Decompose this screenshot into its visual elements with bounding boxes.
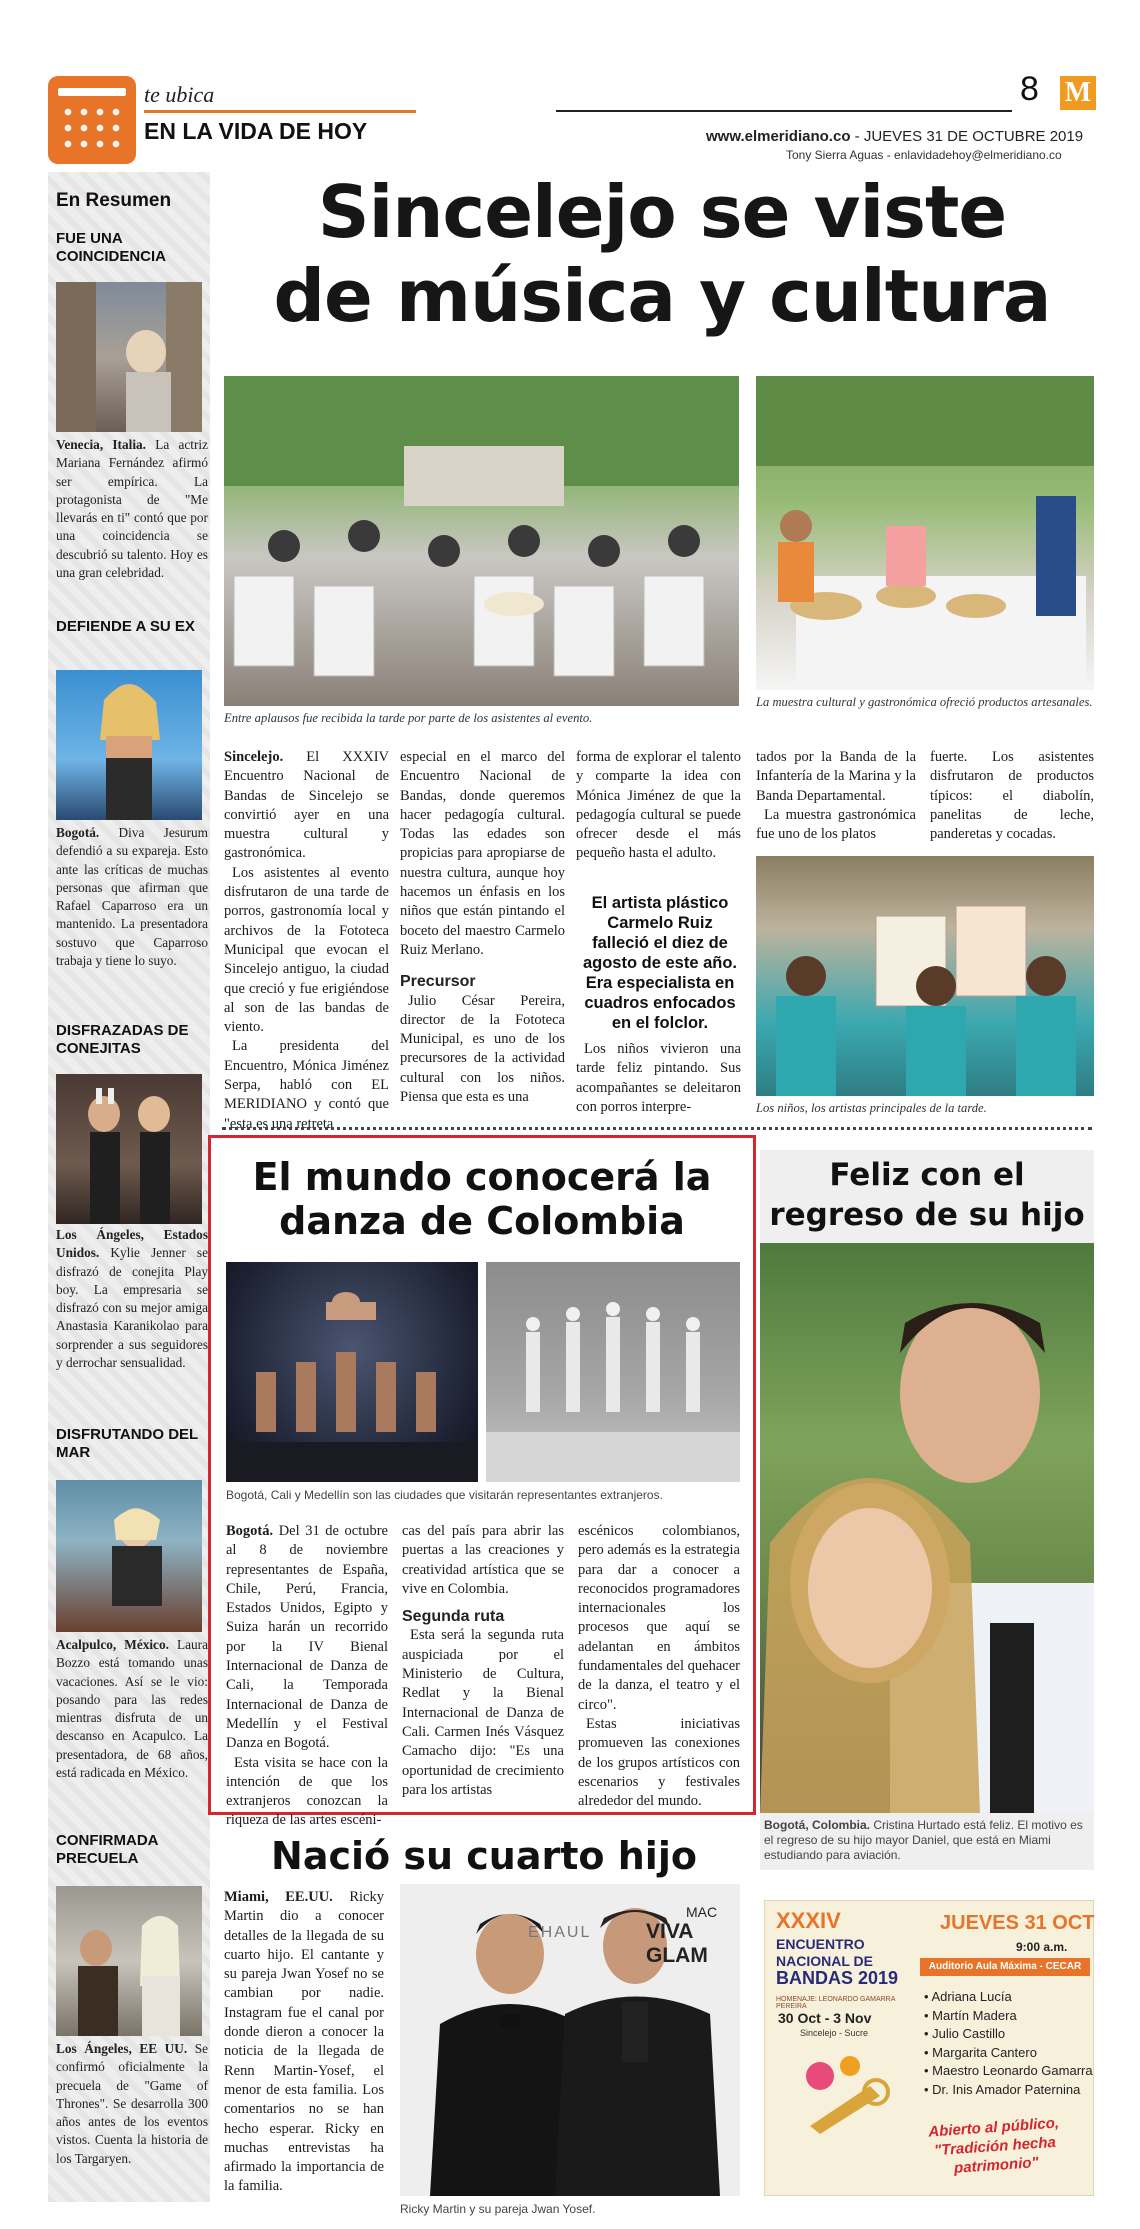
event-slogan: Abierto al público, "Tradición hecha patrimonio" [927, 2114, 1060, 2177]
website-link[interactable]: www.elmeridiano.co [706, 128, 851, 145]
photo-dance-stage [486, 1262, 740, 1482]
event-time: 9:00 a.m. [1016, 1940, 1068, 1954]
photo-kids-painting [756, 856, 1094, 1096]
sidebar-photo-jenner [56, 1074, 202, 1224]
article-headline: Nació su cuarto hijo [271, 1834, 697, 1878]
sidebar-item-heading: CONFIRMADA PRECUELA [56, 1832, 158, 1867]
photo-caption: Los niños, los artistas principales de la tarde. [756, 1101, 987, 1115]
list-item: • Adriana Lucía [924, 1989, 1012, 2004]
sidebar-item-text: Los Ángeles, EE UU. Se confirmó oficialmente la precuela de "Game of Thrones". Se desarrolla 300 años antes de los eventos vistos. Cuenta la historia de los Targaryen. [56, 2041, 209, 2166]
sidebar-item-text: Venecia, Italia. La actriz Mariana Fernández afirmó ser empírica. La protagonista de "Me llevarás en ti" contó que por una coincidencia se descubrió su talento. Hoy es una gran celebridad. [56, 437, 208, 581]
photo-backdrop-text: VIVA GLAM [646, 1920, 708, 1967]
trumpet-illustration-icon [790, 2046, 890, 2136]
article-column: escénicos colombianos, pero además es la estrategia para dar a conocer a reconocidos programadores internacionales los procesos que aquí se adelantan en ámbitos fundamentales del quehacer de la danza, el teatro y el circo". Estas iniciativas promueven las conexiones de los grupos artísticos con escenarios y festivales alrededor del mundo. [578, 1523, 740, 1810]
article-headline: El mundo conocerá la danza de Colombia [252, 1155, 712, 1243]
photo-ricky-martin [400, 1884, 740, 2196]
section-divider [144, 110, 416, 113]
photo-backdrop-text: MAC [686, 1904, 718, 1920]
article-column: Miami, EE.UU. Ricky Martin dio a conocer detalles de la llegada de su cuarto hijo. El cantante y su pareja Jwan Yosef no se cambian por nadie. Instagram fue el canal por donde dieron a conocer la noticia de la llegada de Renn Martin-Yosef, el menor de esta familia. Los comentarios no se han hecho esperar. Ricky en muchas entrevistas ha afirmado la importancia de la familia. [224, 1889, 384, 2195]
photo-market [756, 376, 1094, 690]
photo-caption: Bogotá, Colombia. Cristina Hurtado está feliz. El motivo es el regreso de su hijo mayor Daniel, que está en Miami estudiando para aviación. [764, 1818, 1083, 1862]
article-column: fuerte. Los asistentes disfrutaron de productos típicos: el diabolín, panelitas de leche, panderetas y cocadas. [930, 749, 1094, 843]
photo-caption: Bogotá, Cali y Medellín son las ciudades que visitarán representantes extranjeros. [226, 1488, 663, 1502]
event-dates: 30 Oct - 3 Nov [778, 2010, 872, 2026]
section-separator [222, 1127, 1092, 1130]
event-lineup [924, 1988, 1093, 2099]
event-venue: Auditorio Aula Máxima - CECAR [920, 1958, 1090, 1976]
list-item: • Maestro Leonardo Gamarra [924, 2063, 1093, 2078]
header-rule [556, 110, 1012, 112]
sidebar-item-text: Acalpulco, México. Laura Bozzo está tomando unas vacaciones. Así se le vio: posando para las redes mientras disfruta de un descanso en Acapulco. La presentadora, de 68 años, está radicada en México. [56, 1637, 208, 1781]
event-title: ENCUENTRO NACIONAL DE BANDAS 2019 [776, 1936, 899, 1988]
list-item: • Julio Castillo [924, 2026, 1006, 2041]
event-edition: XXXIV [776, 1908, 841, 1933]
sidebar-title: En Resumen [56, 190, 172, 211]
list-item: • Margarita Cantero [924, 2044, 1037, 2060]
sidebar-photo-got [56, 1886, 202, 2036]
article-column: tados por la Banda de la Infantería de la Marina y la Banda Departamental. La muestra gastronómica fue uno de los platos [756, 749, 916, 843]
sidebar-item-text: Bogotá. Diva Jesurum defendió a su expareja. Esto ante las críticas de muchas personas que afirman que Rafael Caparroso era un mantenido. La presentadora sostuvo que Caparroso trabaja y tiene lo suyo. [56, 825, 208, 969]
pull-quote: El artista plástico Carmelo Ruiz falleció el diez de agosto de este año. Era especialista en cuadros enfocados en el folclor. [582, 894, 738, 1032]
sidebar-item-heading: FUE UNA COINCIDENCIA [56, 230, 167, 265]
article-column: Los niños vivieron una tarde feliz pintando. Sus acompañantes se deleitaron con porros interpre- [576, 1041, 741, 1115]
photo-backdrop-text: EHAUL [528, 1924, 592, 1941]
page-number: 8 [1020, 70, 1039, 108]
photo-mother-son [760, 1243, 1094, 1813]
article-headline: Feliz con el regreso de su hijo [769, 1157, 1085, 1233]
page-title: Sincelejo se viste de música y cultura [273, 170, 1051, 338]
sidebar-item-text: Los Ángeles, Estados Unidos. Kylie Jenner se disfrazó de conejita Play boy. La empresaria se disfrazó con su mejor amiga Anastasia Karanikolao para sorprender a sus seguidores y derrochar sensualidad. [56, 1227, 208, 1371]
event-city: Sincelejo - Sucre [800, 2028, 869, 2038]
list-item: • Dr. Inis Amador Paternina [924, 2081, 1081, 2097]
sidebar-photo-diva [56, 670, 202, 820]
photo-caption: La muestra cultural y gastronómica ofreció productos artesanales. [756, 695, 1093, 709]
photo-audience [224, 376, 739, 706]
issue-date: - JUEVES 31 DE OCTUBRE 2019 [850, 128, 1084, 145]
sidebar-item-heading: DEFIENDE A SU EX [56, 618, 195, 635]
byline: Tony Sierra Aguas - enlavidadehoy@elmeridiano.co [786, 148, 1062, 162]
event-day: JUEVES 31 OCT [940, 1912, 1095, 1934]
event-tribute: HOMENAJE: LEONARDO GAMARRA PEREIRA [776, 1996, 896, 2010]
photo-dance-group [226, 1262, 478, 1482]
article-column: Bogotá. Del 31 de octubre al 8 de noviembre representantes de España, Chile, Perú, Francia, Estados Unidos, Egipto y Suiza harán un recorrido por la IV Bienal Internacional de Danza de Cali, la Temporada Internacional de Danza de Medellín y el Festival Danza en Bogotá. Esta visita se hace con la intención de que los extranjeros conozcan la riqueza de las artes escéni- [226, 1523, 388, 1829]
article-column: Sincelejo. El XXXIV Encuentro Nacional de Bandas de Sincelejo se convirtió ayer en una muestra cultural y gastronómica. Los asistentes al evento disfrutaron de una tarde de porros, gastronomía local y archivos de la Fototeca Municipal que evocan el Sincelejo antiguo, la ciudad que creció y fue erigiéndose al son de las bandas de viento. La presidenta del Encuentro, Mónica Jiménez Serpa, habló con EL MERIDIANO y contó que "esta es una retreta [224, 749, 389, 1132]
photo-caption: Ricky Martin y su pareja Jwan Yosef. [400, 2202, 596, 2216]
brand-logo: M [1060, 76, 1096, 110]
photo-caption: Entre aplausos fue recibida la tarde por parte de los asistentes al evento. [224, 711, 593, 725]
sidebar-photo-venice [56, 282, 202, 432]
sidebar-item-heading: DISFRUTANDO DEL MAR [56, 1426, 198, 1461]
section-kicker: te ubica [144, 82, 215, 107]
calendar-logo-icon [48, 76, 136, 164]
sidebar-item-heading: DISFRAZADAS DE CONEJITAS [56, 1022, 189, 1057]
list-item: • Martín Madera [924, 2007, 1017, 2023]
article-column: cas del país para abrir las puertas a las creaciones y creatividad artística que se vive en Colombia. Segunda ruta Esta será la segunda ruta auspiciada por el Ministerio de Cultura, Redlat y la Bienal Internacional de Danza de Cali. Carmen Inés Vásquez Camacho dijo: "Es una oportunidad de crecimiento para los artistas [402, 1523, 564, 1798]
article-column: forma de explorar el talento y comparte la idea con Mónica Jiménez de que la pedagogía cultural se puede ofrecer desde el más pequeño hasta el adulto. [576, 749, 741, 862]
sidebar-photo-bozzo [56, 1480, 202, 1632]
section-title: EN LA VIDA DE HOY [144, 118, 368, 144]
dateline [706, 128, 1083, 145]
article-column: especial en el marco del Encuentro Nacional de Bandas, donde queremos hacer pedagogía cultural. Todas las edades son propicias para apropiarse de nuestra cultura, aunque hoy hacemos un énfasis en los niños que están pintando el boceto del maestro Carmelo Ruiz Merlano. Precursor Julio César Pereira, director de la Fototeca Municipal, es uno de los precursores de la actividad cultural con los niños. Piensa que esta es una [400, 749, 565, 1106]
